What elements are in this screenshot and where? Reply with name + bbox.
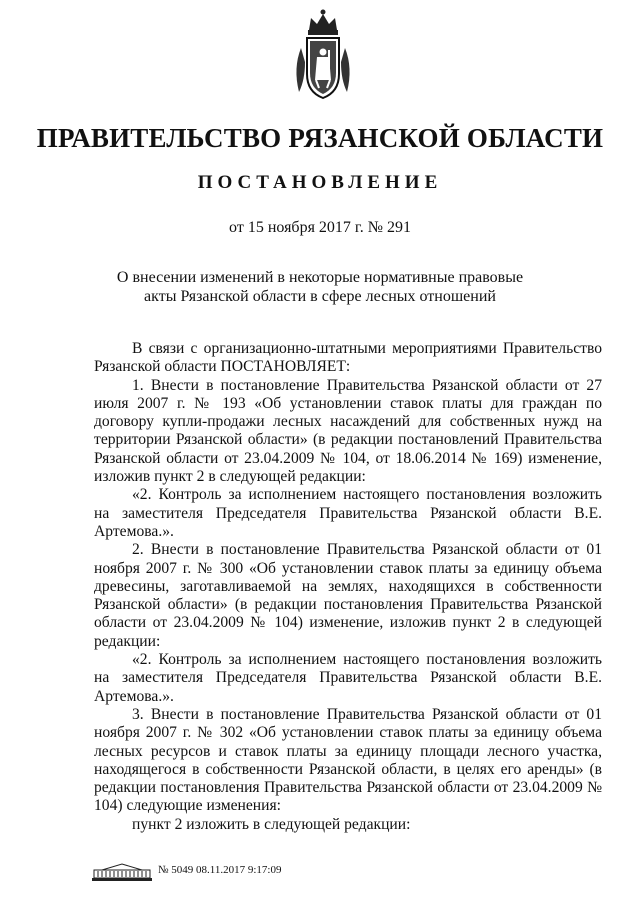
document-body: [94, 340, 602, 834]
subject-line: акты Рязанской области в сфере лесных отношений: [144, 288, 496, 305]
body-paragraph: пункт 2 изложить в следующей редакции:: [132, 815, 411, 833]
subject-line: О внесении изменений в некоторые нормативные правовые: [116, 269, 524, 286]
document-type: ПОСТАНОВЛЕНИЕ: [197, 172, 443, 193]
body-paragraph: 1. Внести в постановление Правительства Рязанской области от 27 июля 2007 г. № 193 «Об установлении ставок платы для граждан по договору купли-продажи лесных насаждений для собственных нужд на территории Рязанской области» (в редакции постановлений Правительства Рязанской области от 23.04.2009 № 104, от 18.06.2014 № 169) изменение, изложив пункт 2 в следующей редакции:: [94, 376, 602, 486]
registration-number: № 5049 08.11.2017 9:17:09: [158, 864, 282, 876]
document-subject: [90, 268, 550, 306]
footer: [92, 862, 392, 882]
government-title: ПРАВИТЕЛЬСТВО РЯЗАНСКОЙ ОБЛАСТИ: [36, 123, 604, 153]
document-date-number: от 15 ноября 2017 г. № 291: [229, 219, 411, 236]
body-paragraph: В связи с организационно-штатными мероприятиями Правительство Рязанской области ПОСТАНОВЛЯЕТ:: [94, 340, 602, 376]
body-paragraph: 2. Внести в постановление Правительства Рязанской области от 01 ноября 2007 г. № 300 «Об установлении ставок платы за единицу объема древесины, заготавливаемой на землях, находящихся в собственности Рязанской области» (в редакции постановления Правительства Рязанской области от 23.04.2009 № 104) изменение, изложив пункт 2 в следующей редакции:: [94, 541, 602, 650]
body-paragraph: «2. Контроль за исполнением настоящего постановления возложить на заместителя Председателя Правительства Рязанской области В.Е. Артемова.».: [94, 651, 602, 705]
registry-stamp-icon: [92, 862, 152, 882]
body-paragraph: 3. Внести в постановление Правительства Рязанской области от 01 ноября 2007 г. № 302 «Об установлении ставок платы за единицу объема лесных ресурсов и ставок платы за единицу площади лесного участка, находящегося в собственности Рязанской области, в целях его аренды» (в редакции постановления Правительства Рязанской области от 23.04.2009 № 104) следующие изменения:: [94, 705, 602, 815]
ryazan-coat-of-arms-icon: [291, 8, 355, 104]
body-paragraph: «2. Контроль за исполнением настоящего постановления возложить на заместителя Председателя Правительства Рязанской области В.Е. Артемова.».: [94, 486, 602, 540]
